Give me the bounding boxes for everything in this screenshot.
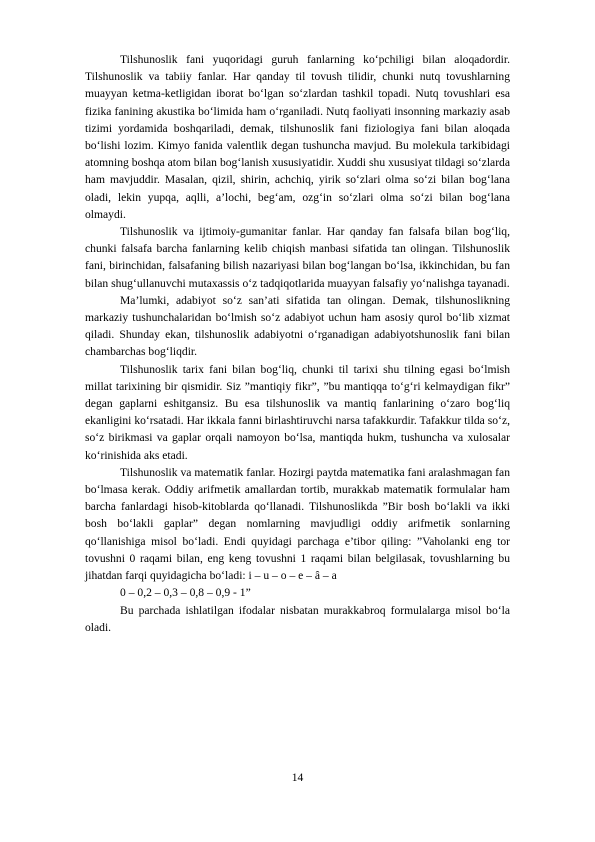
paragraph-linguistics-history-logic: Tilshunoslik tarix fani bilan bog‘liq, chunki til tarixi shu tilning egasi bo‘lmish millat tarixining bir qismidir. Siz ”mantiqiy fikr”, ”bu mantiqqa to‘g‘ri kelmaydigan fikr” degan gaplarni eshitgansiz. Bu esa tilshunoslik va mantiq fanlarining o‘zaro bog‘liq ekanligini ko‘rsatadi. Har ikkala fanni birlashtiruvchi narsa tafakkurdir. Tafakkur tilda so‘z, so‘z birikmasi va gaplar orqali namoyon bo‘lsa, mantiqda hukm, tushuncha va xulosalar ko‘rinishida aks etadi.	[85, 362, 510, 462]
paragraph-formula-conclusion: Bu parchada ishlatilgan ifodalar nisbatan murakkabroq formulalarga misol bo‘la oladi.	[85, 603, 510, 634]
paragraph-linguistics-mathematics: Tilshunoslik va matematik fanlar. Hozirgi paytda matematika fani aralashmagan fan bo‘lmasa kerak. Oddiy arifmetik amallardan tortib, murakkab matematik formulalar ham barcha fanlardagi hisob-kitoblarda qo‘llanadi. Tilshunoslikda ”Bir bosh bo‘lakli va ikki bosh bo‘lakli gaplar” degan nomlarning mavjudligi oddiy arifmetik sonlarning qo‘llanishiga misol bo‘ladi. Endi quyidagi parchaga e’tibor qiling: ”Vaholanki eng tor tovushni 0 raqami bilan, eng keng tovushni 1 raqami bilan belgilasak, tovushlarning bu jihatdan farqi quyidagicha bo‘ladi: i – u – o – e – â – a	[85, 465, 510, 583]
paragraph-linguistics-natural-sciences: Tilshunoslik fani yuqoridagi guruh fanlarning ko‘pchiligi bilan aloqadordir. Tilshunoslik va tabiiy fanlar. Har qanday til tovush tilidir, chunki nutq tovushlarning muayyan ketma-ketligidan iborat bo‘lgan so‘zlardan tashkil topadi. Nutq tovushlari esa fizika fanining akustika bo‘limida ham o‘rganiladi. Nutq faoliyati insonning markaziy asab tizimi yordamida boshqariladi, demak, tilshunoslik fani fiziologiya fani bilan aloqada bo‘lishi lozim. Kimyo fanida valentlik degan tushuncha mavjud. Bu molekula tarkibidagi atomning boshqa atom bilan bog‘lanish xususiyatidir. Xuddi shu xususiyat tildagi so‘zlarda ham mavjuddir. Masalan, qizil, shirin, achchiq, yirik so‘zlari olma so‘zi bilan bog‘lana oladi, lekin yupqa, aqlli, a’lochi, beg‘am, ozg‘in so‘zlari olma so‘zi bilan bog‘lana olmaydi.	[85, 53, 510, 221]
document-page	[85, 51, 510, 636]
paragraph-linguistics-literature: Ma’lumki, adabiyot so‘z san’ati sifatida tan olingan. Demak, tilshunoslikning markaziy tushunchalaridan bo‘lmish so‘z adabiyot uchun ham asosiy qurol bo‘lib xizmat qiladi. Shunday ekan, tilshunoslik adabiyotni o‘rganadigan adabiyotshunoslik fani bilan chambarchas bog‘liqdir.	[85, 293, 510, 359]
paragraph-linguistics-humanities: Tilshunoslik va ijtimoiy-gumanitar fanlar. Har qanday fan falsafa bilan bog‘liq, chunki falsafa barcha fanlarning kelib chiqish manbasi sifatida tan olingan. Tilshunoslik fani, birinchidan, falsafaning bilish nazariyasi bilan bog‘langan bo‘lsa, ikkinchidan, bu fan bilan shug‘ullanuvchi mutaxassis o‘z tadqiqotlarida muayyan falsafiy yo‘nalishga tayanadi.	[85, 225, 510, 290]
page-number: 14	[291, 771, 304, 784]
paragraph-number-sequence: 0 – 0,2 – 0,3 – 0,8 – 0,9 - 1”	[120, 586, 251, 600]
